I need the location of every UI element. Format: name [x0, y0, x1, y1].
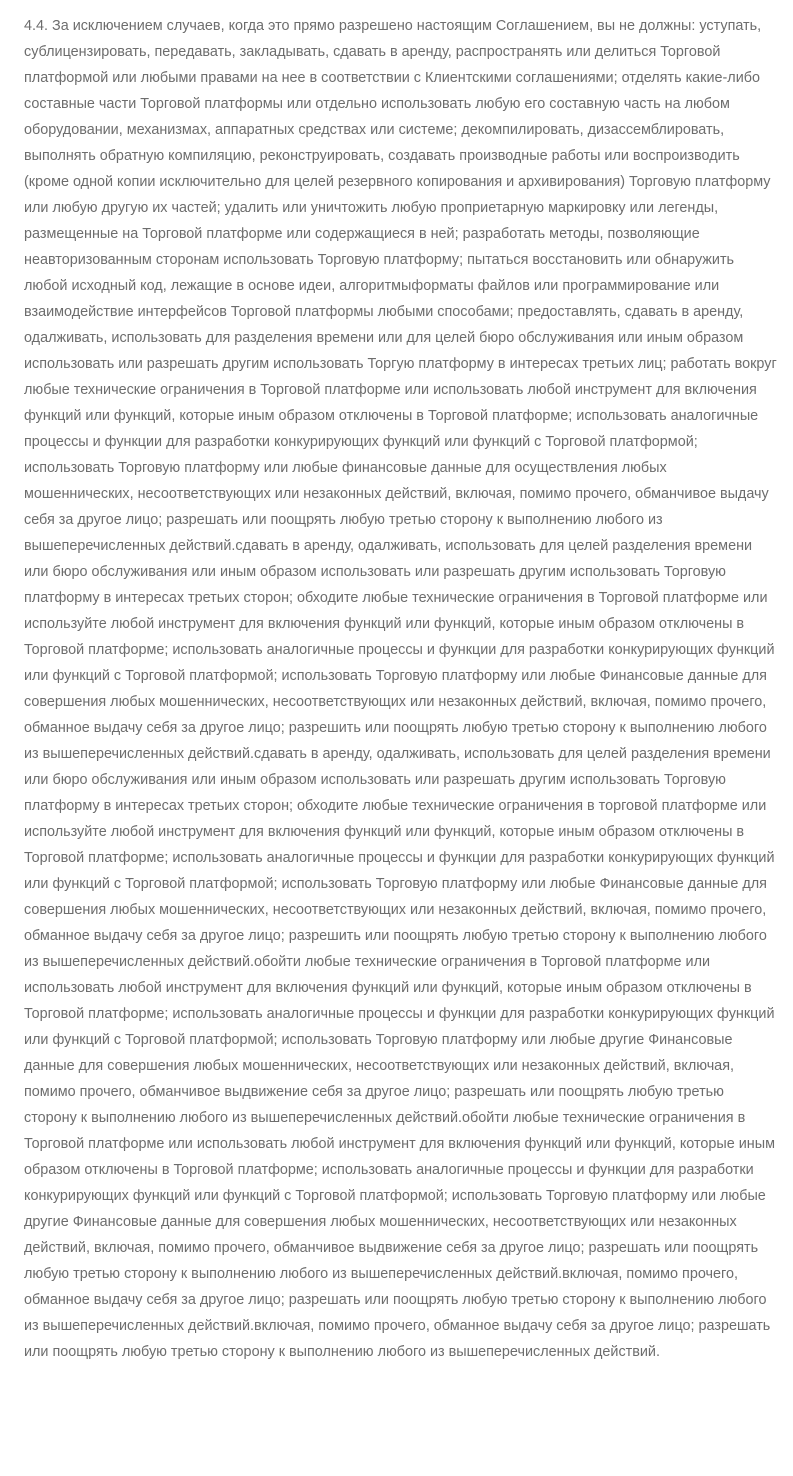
clause-4-4-paragraph: 4.4. За исключением случаев, когда это прямо разрешено настоящим Соглашением, вы не должны: уступать, сублицензировать, передавать, закладывать, сдавать в аренду, распространять или делиться Торговой платформой или любыми правами на нее в соответствии с Клиентскими соглашениями; отделять какие-либо составные части Торговой платформы или отдельно использовать любую его составную часть на любом оборудовании, механизмах, аппаратных средствах или системе; декомпилировать, дизассемблировать, выполнять обратную компиляцию, реконструировать, создавать производные работы или воспроизводить (кроме одной копии исключительно для целей резервного копирования и архивирования) Торговую платформу или любую другую их частей; удалить или уничтожить любую проприетарную маркировку или легенды, размещенные на Торговой платформе или содержащиеся в ней; разработать методы, позволяющие неавторизованным сторонам использовать Торговую платформу; пытаться восстановить или обнаружить любой исходный код, лежащие в основе идеи, алгоритмыформаты файлов или программирование или взаимодействие интерфейсов Торговой платформы любыми способами; предоставлять, сдавать в аренду, одалживать, использовать для разделения времени или для целей бюро обслуживания или иным образом использовать или разрешать другим использовать Торгую платформу в интересах третьих лиц; работать вокруг любые технические ограничения в Торговой платформе или использовать любой инструмент для включения функций или функций, которые иным образом отключены в Торговой платформе; использовать аналогичные процессы и функции для разработки конкурирующих функций или функций с Торговой платформой; использовать Торговую платформу или любые финансовые данные для осуществления любых мошеннических, несоответствующих или незаконных действий, включая, помимо прочего, обманчивое выдачу себя за другое лицо; разрешать или поощрять любую третью сторону к выполнению любого из вышеперечисленных действий.сдавать в аренду, одалживать, использовать для целей разделения времени или бюро обслуживания или иным образом использовать или разрешать другим использовать Торговую платформу в интересах третьих сторон; обходите любые технические ограничения в Торговой платформе или используйте любой инструмент для включения функций или функций, которые иным образом отключены в Торговой платформе; использовать аналогичные процессы и функции для разработки конкурирующих функций или функций с Торговой платформой; использовать Торговую платформу или любые Финансовые данные для совершения любых мошеннических, несоответствующих или незаконных действий, включая, помимо прочего, обманное выдачу себя за другое лицо; разрешить или поощрять любую третью сторону к выполнению любого из вышеперечисленных действий.сдавать в аренду, одалживать, использовать для целей разделения времени или бюро обслуживания или иным образом использовать или разрешать другим использовать Торговую платформу в интересах третьих сторон; обходите любые технические ограничения в торговой платформе или используйте любой инструмент для включения функций или функций, которые иным образом отключены в Торговой платформе; использовать аналогичные процессы и функции для разработки конкурирующих функций или функций с Торговой платформой; использовать Торговую платформу или любые Финансовые данные для совершения любых мошеннических, несоответствующих или незаконных действий, включая, помимо прочего, обманное выдачу себя за другое лицо; разрешить или поощрять любую третью сторону к выполнению любого из вышеперечисленных действий.обойти любые технические ограничения в Торговой платформе или использовать любой инструмент для включения функций или функций, которые иным образом отключены в Торговой платформе; использовать аналогичные процессы и функции для разработки конкурирующих функций или функций с Торговой платформой; использовать Торговую платформу или любые другие Финансовые данные для совершения любых мошеннических, несоответствующих или незаконных действий, включая, помимо прочего, обманчивое выдвижение себя за другое лицо; разрешать или поощрять любую третью сторону к выполнению любого из вышеперечисленных действий.обойти любые технические ограничения в Торговой платформе или использовать любой инструмент для включения функций или функций, которые иным образом отключены в Торговой платформе; использовать аналогичные процессы и функции для разработки конкурирующих функций или функций с Торговой платформой; использовать Торговую платформу или любые другие Финансовые данные для совершения любых мошеннических, несоответствующих или незаконных действий, включая, помимо прочего, обманчивое выдвижение себя за другое лицо; разрешать или поощрять любую третью сторону к выполнению любого из вышеперечисленных действий.включая, помимо прочего, обманное выдачу себя за другое лицо; разрешать или поощрять любую третью сторону к выполнению любого из вышеперечисленных действий.включая, помимо прочего, обманное выдачу себя за другое лицо; разрешать или поощрять любую третью сторону к выполнению любого из вышеперечисленных действий. [24, 18, 777, 1360]
